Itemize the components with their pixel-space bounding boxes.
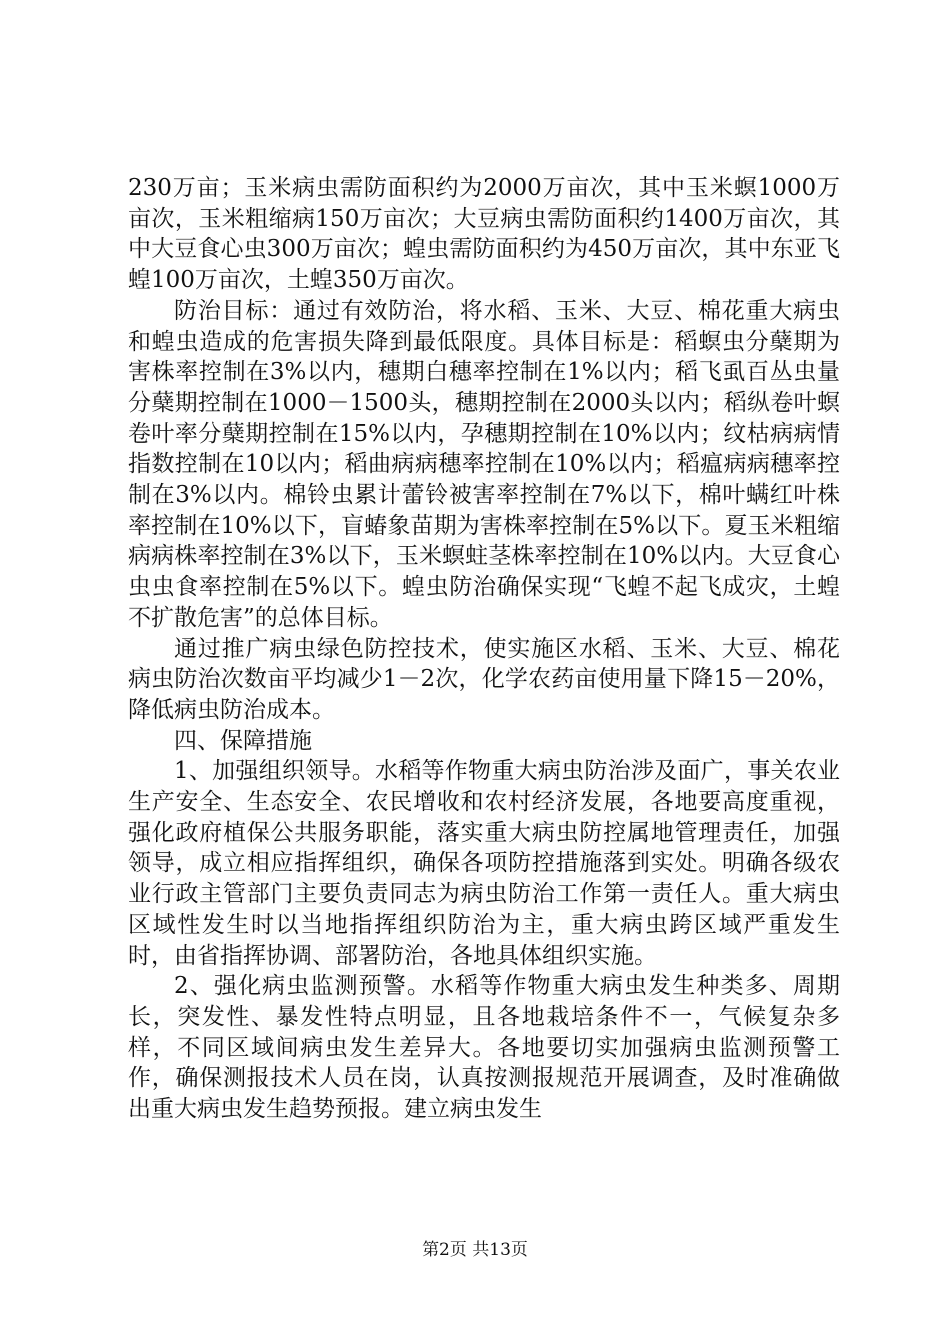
- page-footer: 第2页 共13页: [422, 1240, 528, 1260]
- document-body: [128, 173, 840, 1125]
- paragraph-green-control: 通过推广病虫绿色防控技术，使实施区水稻、玉米、大豆、棉花病虫防治次数亩平均减少1－2次，化学农药亩使用量下降15－20%，降低病虫防治成本。: [128, 635, 840, 723]
- paragraph-organization-leadership: 1、加强组织领导。水稻等作物重大病虫防治涉及面广，事关农业生产安全、生态安全、农民增收和农村经济发展，各地要高度重视，强化政府植保公共服务职能，落实重大病虫防控属地管理责任，加强领导，成立相应指挥组织，确保各项防控措施落到实处。明确各级农业行政主管部门主要负责同志为病虫防治工作第一责任人。重大病虫区域性发生时以当地指挥组织防治为主，重大病虫跨区域严重发生时，由省指挥协调、部署防治，各地具体组织实施。: [128, 758, 840, 969]
- paragraph-continuation: 230万亩；玉米病虫需防面积约为2000万亩次，其中玉米螟1000万亩次，玉米粗缩病150万亩次；大豆病虫需防面积约1400万亩次，其中大豆食心虫300万亩次；蝗虫需防面积约为450万亩次，其中东亚飞蝗100万亩次，土蝗350万亩次。: [128, 175, 840, 294]
- section-heading-safeguards: 四、保障措施: [174, 727, 312, 754]
- paragraph-control-targets: 防治目标：通过有效防治，将水稻、玉米、大豆、棉花重大病虫和蝗虫造成的危害损失降到最低限度。具体目标是：稻螟虫分蘖期为害株率控制在3%以内，穗期白穗率控制在1%以内；稻飞虱百丛虫量分蘖期控制在1000－1500头，穗期控制在2000头以内；稻纵卷叶螟卷叶率分蘖期控制在15%以内，孕穗期控制在10%以内；纹枯病病情指数控制在10以内；稻曲病病穗率控制在10%以内；稻瘟病病穗率控制在3%以内。棉铃虫累计蕾铃被害率控制在7%以下，棉叶螨红叶株率控制在10%以下，盲蝽象苗期为害株率控制在5%以下。夏玉米粗缩病病株率控制在3%以下，玉米螟蛀茎株率控制在10%以内。大豆食心虫虫食率控制在5%以下。蝗虫防治确保实现“飞蝗不起飞成灾，土蝗不扩散危害”的总体目标。: [128, 297, 840, 631]
- paragraph-monitoring-warning: 2、强化病虫监测预警。水稻等作物重大病虫发生种类多、周期长，突发性、暴发性特点明显，且各地栽培条件不一，气候复杂多样，不同区域间病虫发生差异大。各地要切实加强病虫监测预警工作，确保测报技术人员在岗，认真按测报规范开展调查，及时准确做出重大病虫发生趋势预报。建立病虫发生: [128, 973, 840, 1123]
